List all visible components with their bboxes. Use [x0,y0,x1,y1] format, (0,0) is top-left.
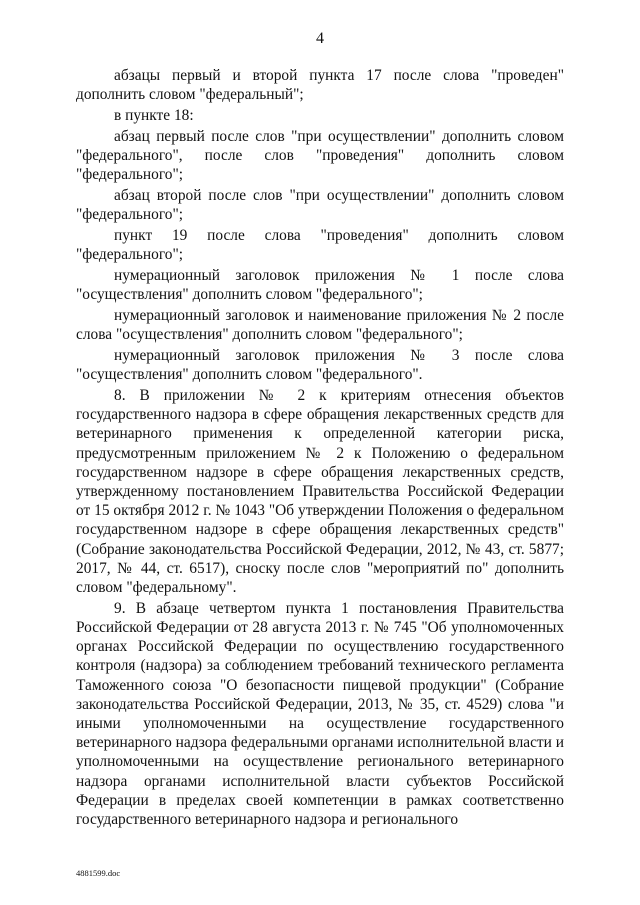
paragraph-2: в пункте 18: [114,107,194,124]
document-body [76,66,564,831]
paragraph-6: нумерационный заголовок приложения № 1 после слова "осуществления" дополнить словом "федерального"; [76,267,564,304]
page-number: 4 [316,30,324,47]
paragraph-5: пункт 19 после слова "проведения" дополнить словом "федерального"; [76,227,564,264]
paragraph-8: нумерационный заголовок приложения № 3 после слова "осуществления" дополнить словом "федерального". [76,347,564,384]
paragraph-9: 8. В приложении № 2 к критериям отнесения объектов государственного надзора в сфере обращения лекарственных средств для ветеринарного применения к определенной категории риска, предусмотренным приложением № 2 к Положению о федеральном государственном надзоре в сфере обращения лекарственных средств, утвержденному постановлением Правительства Российской Федерации от 15 октября 2012 г. № 1043 "Об утверждении Положения о федеральном государственном надзоре в сфере обращения лекарственных средств" (Собрание законодательства Российской Федерации, 2012, № 43, ст. 5877; 2017, № 44, ст. 6517), сноску после слов "мероприятий по" дополнить словом "федеральному". [76,387,564,597]
paragraph-4: абзац второй после слов "при осуществлении" дополнить словом "федерального"; [76,187,564,224]
paragraph-3: абзац первый после слов "при осуществлении" дополнить словом "федерального", после слов "проведения" дополнить словом "федерального"; [76,127,564,184]
paragraph-1: абзацы первый и второй пункта 17 после слова "проведен" дополнить словом "федеральный"; [76,67,564,104]
paragraph-7: нумерационный заголовок и наименование приложения № 2 после слова "осуществления" дополнить словом "федерального"; [76,307,564,344]
document-footer: 4881599.doc [76,868,121,878]
paragraph-10: 9. В абзаце четвертом пункта 1 постановления Правительства Российской Федерации от 28 августа 2013 г. № 745 "Об уполномоченных органах Российской Федерации по осуществлению государственного контроля (надзора) за соблюдением требований технического регламента Таможенного союза "О безопасности пищевой продукции" (Собрание законодательства Российской Федерации, 2013, № 35, ст. 4529) слова "и иными уполномоченными на осуществление государственного ветеринарного надзора федеральными органами исполнительной власти и уполномоченными на осуществление регионального ветеринарного надзора органами исполнительной власти субъектов Российской Федерации в пределах своей компетенции в рамках соответственно государственного ветеринарного надзора и регионального [76,599,564,829]
